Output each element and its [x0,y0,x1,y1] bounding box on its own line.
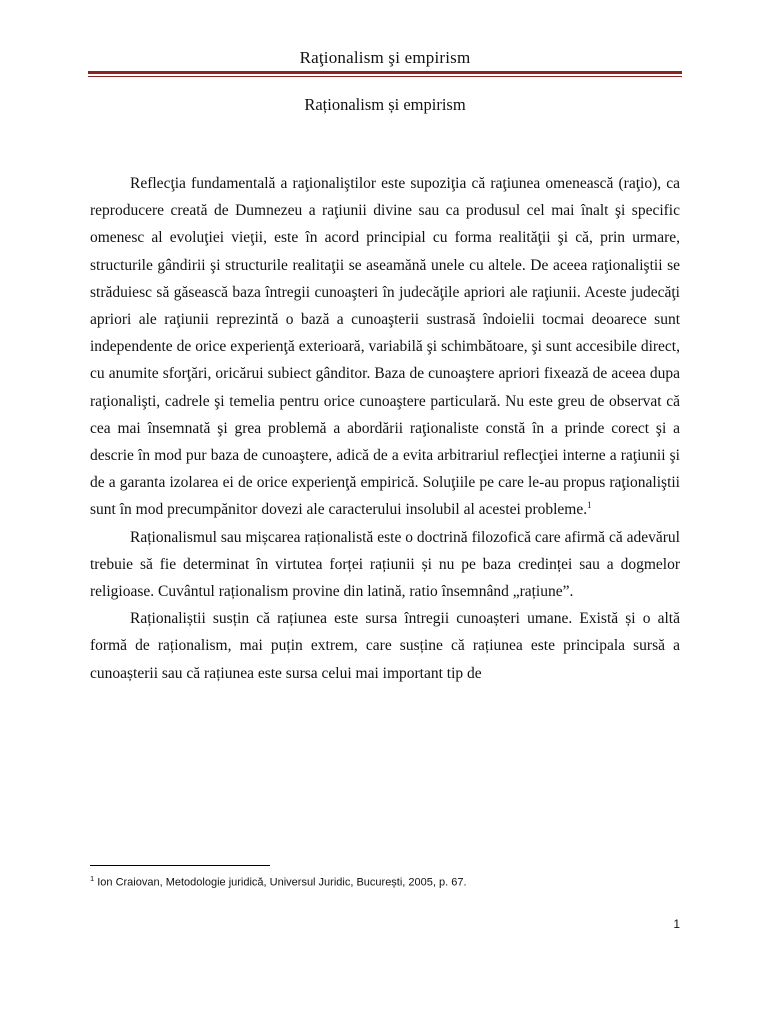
footnote-text: Ion Craiovan, Metodologie juridică, Universul Juridic, București, 2005, p. 67. [94,876,467,889]
paragraph-2: Raționalismul sau mișcarea raționalistă este o doctrină filozofică care afirmă că adevărul trebuie să fie determinat în virtutea forței rațiunii și nu pe baza credinței sau a dogmelor religioase. Cuvântul raționalism provine din latină, ratio însemnând „rațiune”. [90,528,680,601]
header-rule-thick [88,71,682,74]
footnote [90,874,680,889]
running-header: Raţionalism şi empirism [299,48,471,67]
footnote-separator [90,865,270,866]
document-title: Raționalism și empirism [304,95,466,114]
paragraph-3: Raționaliștii susțin că rațiunea este sursa întregii cunoașteri umane. Există și o altă formă de raționalism, mai puțin extrem, care susține că rațiunea este principala sursă a cunoașterii sau că rațiunea este sursa celui mai important tip de [90,610,680,682]
body-text [90,170,680,687]
header-rule-thin [88,76,682,77]
paragraph-1 [90,170,680,524]
footnote-marker: 1 [90,874,95,883]
footnote-reference[interactable]: 1 [587,500,592,511]
paragraph-1-text: Reflecţia fundamentală a raţionaliştilor este supoziţia că raţiunea omenească (raţio), ca reproducere creată de Dumnezeu a raţiunii divine sau ca produsul cel mai înalt şi specific omenesc al evoluţiei vieţii, este în acord principial cu forma realităţii şi că, prin urmare, structurile gândirii şi structurile realitaţii se aseamănă unele cu altele. De aceea raţionaliştii se străduiesc să găsească baza întregii cunoaşteri în judecăţile apriori ale raţiunii. Aceste judecăţi apriori ale raţiunii reprezintă o bază a cunoaşterii sustrasă îndoielii tocmai deoarece sunt independente de orice experienţă exterioară, variabilă şi schimbătoare, şi sunt accesibile direct, cu anumite sforţări, oricărui subiect gânditor. Baza de cunoaştere apriori fixează de aceea dupa raţionalişti, cadrele şi temelia pentru orice cunoaştere particulară. Nu este greu de observat că cea mai însemnată şi grea problemă a abordării raţionaliste constă în a prinde corect şi a descrie în mod pur baza de cunoaştere, adică de a evita arbitrariul reflecţiei interne a raţiunii şi de a garanta izolarea ei de orice experienţă empirică. Soluţiile pe care le-au propus raţionaliştii sunt în mod precumpănitor dovezi ale caracterului insolubil al acestei probleme. [90,175,680,519]
page-number: 1 [673,917,680,931]
